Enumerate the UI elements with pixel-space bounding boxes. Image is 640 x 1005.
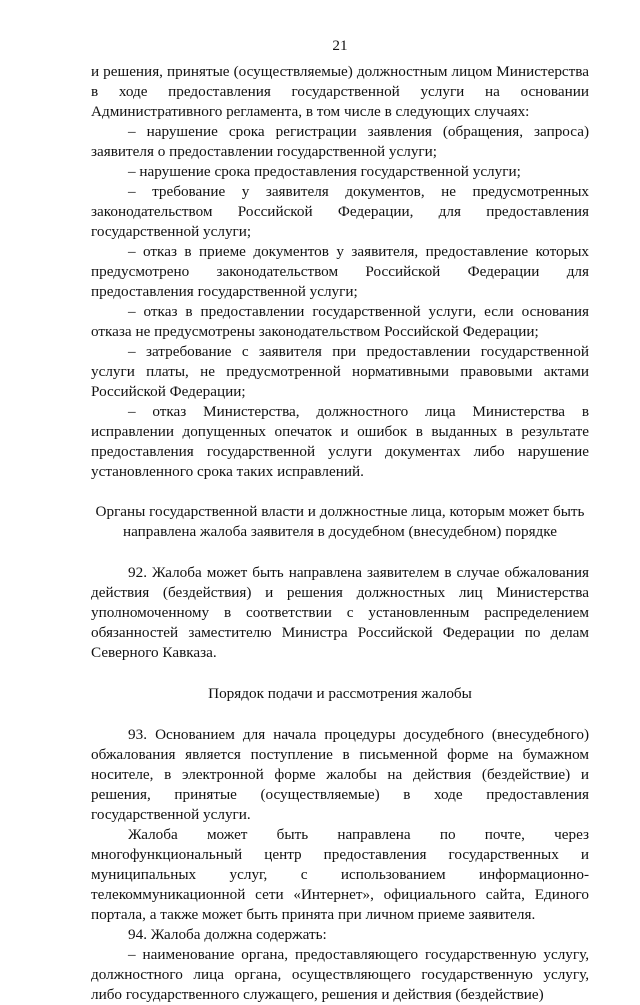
list-item: – нарушение срока предоставления государственной услуги; bbox=[128, 163, 521, 180]
paragraph: и решения, принятые (осуществляемые) должностным лицом Министерства в ходе предоставления государственной услуги на основании Административного регламента, в том числе в следующих случаях: bbox=[91, 63, 589, 120]
list-item: – наименование органа, предоставляющего государственную услугу, должностного лица органа, осуществляющего государственную услугу, либо государственного служащего, решения и действия (бездействие) bbox=[91, 946, 589, 1003]
spacer bbox=[91, 704, 589, 725]
spacer bbox=[91, 542, 589, 563]
spacer bbox=[91, 663, 589, 684]
section-heading: Порядок подачи и рассмотрения жалобы bbox=[208, 685, 472, 702]
section-heading: Органы государственной власти и должностные лица, которым может быть направлена жалоба заявителя в досудебном (внесудебном) порядке bbox=[95, 503, 585, 540]
list-item: – нарушение срока регистрации заявления (обращения, запроса) заявителя о предоставлении государственной услуги; bbox=[91, 123, 589, 160]
page-number: 21 bbox=[332, 37, 348, 54]
spacer bbox=[91, 482, 589, 502]
paragraph-93: 93. Основанием для начала процедуры досудебного (внесудебного) обжалования является поступление в письменной форме на бумажном носителе, в электронной форме жалобы на действия (бездействие) и решения, принятые (осуществляемые) в ходе предоставления государственной услуги. bbox=[91, 726, 589, 823]
list-item: – затребование с заявителя при предоставлении государственной услуги платы, не предусмотренной нормативными правовыми актами Российской Федерации; bbox=[91, 343, 589, 400]
paragraph-94: 94. Жалоба должна содержать: bbox=[128, 926, 327, 943]
list-item: – отказ в предоставлении государственной услуги, если основания отказа не предусмотрены законодательством Российской Федерации; bbox=[91, 303, 589, 340]
paragraph-92: 92. Жалоба может быть направлена заявителем в случае обжалования действия (бездействия) и решения должностных лиц Министерства уполномоченному в соответствии с установленным распределением обязанностей заместителю Министра Российской Федерации по делам Северного Кавказа. bbox=[91, 564, 589, 661]
list-item: – отказ в приеме документов у заявителя, предоставление которых предусмотрено законодательством Российской Федерации для предоставления государственной услуги; bbox=[91, 243, 589, 300]
list-item: – требование у заявителя документов, не предусмотренных законодательством Российской Федерации, для предоставления государственной услуги; bbox=[91, 183, 589, 240]
list-item: – отказ Министерства, должностного лица Министерства в исправлении допущенных опечаток и ошибок в выданных в результате предоставления государственной услуги документах либо нарушение установленного срока таких исправлений. bbox=[91, 403, 589, 480]
paragraph: Жалоба может быть направлена по почте, через многофункциональный центр предоставления государственных и муниципальных услуг, с использованием информационно-телекоммуникационной сети «Интернет», официального сайта, Единого портала, а также может быть принята при личном приеме заявителя. bbox=[91, 826, 589, 923]
